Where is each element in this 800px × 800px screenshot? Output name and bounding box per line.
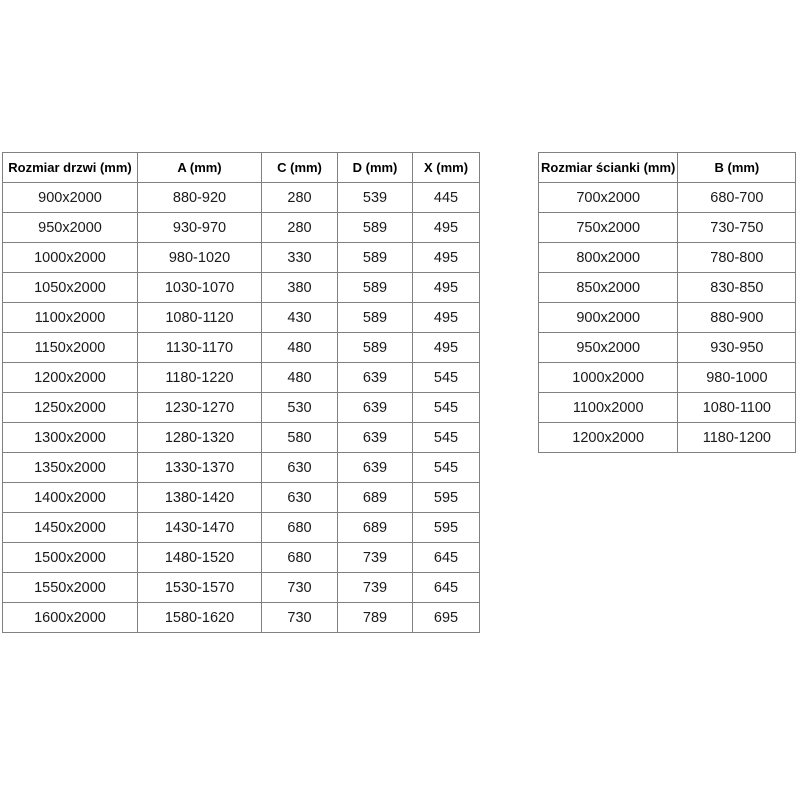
- table-cell: 1150x2000: [3, 333, 138, 363]
- table-cell: 645: [413, 543, 480, 573]
- table-cell: 1200x2000: [539, 423, 678, 453]
- doors-size-table: [2, 152, 480, 633]
- column-header: D (mm): [338, 153, 413, 183]
- table-cell: 1180-1220: [138, 363, 262, 393]
- table-cell: 1130-1170: [138, 333, 262, 363]
- table-cell: 1530-1570: [138, 573, 262, 603]
- table-cell: 639: [338, 453, 413, 483]
- table-cell: 950x2000: [539, 333, 678, 363]
- table-cell: 680-700: [678, 183, 796, 213]
- table-cell: 595: [413, 483, 480, 513]
- table-row: [3, 573, 480, 603]
- table-row: [539, 243, 796, 273]
- table-cell: 639: [338, 423, 413, 453]
- table-header-row: [3, 153, 480, 183]
- table-cell: 830-850: [678, 273, 796, 303]
- table-cell: 380: [262, 273, 338, 303]
- table-cell: 530: [262, 393, 338, 423]
- table-cell: 545: [413, 393, 480, 423]
- table-cell: 1080-1120: [138, 303, 262, 333]
- column-header: C (mm): [262, 153, 338, 183]
- table-row: [3, 333, 480, 363]
- table-cell: 1600x2000: [3, 603, 138, 633]
- table-row: [3, 543, 480, 573]
- table-row: [3, 273, 480, 303]
- table-cell: 930-950: [678, 333, 796, 363]
- table-cell: 850x2000: [539, 273, 678, 303]
- table-cell: 730: [262, 603, 338, 633]
- table-cell: 639: [338, 363, 413, 393]
- table-cell: 1100x2000: [3, 303, 138, 333]
- table-cell: 495: [413, 243, 480, 273]
- table-cell: 880-900: [678, 303, 796, 333]
- table-cell: 495: [413, 333, 480, 363]
- column-header: Rozmiar ścianki (mm): [539, 153, 678, 183]
- table-cell: 730: [262, 573, 338, 603]
- table-cell: 1080-1100: [678, 393, 796, 423]
- table-cell: 695: [413, 603, 480, 633]
- table-cell: 739: [338, 573, 413, 603]
- table-cell: 480: [262, 333, 338, 363]
- column-header: B (mm): [678, 153, 796, 183]
- table-cell: 1280-1320: [138, 423, 262, 453]
- table-cell: 1200x2000: [3, 363, 138, 393]
- table-cell: 589: [338, 243, 413, 273]
- table-cell: 1230-1270: [138, 393, 262, 423]
- table-cell: 645: [413, 573, 480, 603]
- table-cell: 1480-1520: [138, 543, 262, 573]
- table-cell: 1050x2000: [3, 273, 138, 303]
- table-cell: 789: [338, 603, 413, 633]
- table-cell: 780-800: [678, 243, 796, 273]
- walls-size-table: [538, 152, 796, 453]
- table-header-row: [539, 153, 796, 183]
- table-cell: 1000x2000: [539, 363, 678, 393]
- table-cell: 330: [262, 243, 338, 273]
- column-header: A (mm): [138, 153, 262, 183]
- table-cell: 630: [262, 453, 338, 483]
- table-cell: 580: [262, 423, 338, 453]
- table-cell: 980-1000: [678, 363, 796, 393]
- table-cell: 1330-1370: [138, 453, 262, 483]
- table-cell: 595: [413, 513, 480, 543]
- table-cell: 545: [413, 363, 480, 393]
- table-row: [539, 363, 796, 393]
- table-row: [539, 333, 796, 363]
- table-cell: 495: [413, 213, 480, 243]
- table-row: [3, 303, 480, 333]
- table-cell: 930-970: [138, 213, 262, 243]
- table-cell: 545: [413, 423, 480, 453]
- table-row: [539, 183, 796, 213]
- table-cell: 480: [262, 363, 338, 393]
- table-cell: 280: [262, 213, 338, 243]
- table-cell: 1300x2000: [3, 423, 138, 453]
- table-cell: 1350x2000: [3, 453, 138, 483]
- table-row: [3, 213, 480, 243]
- table-cell: 739: [338, 543, 413, 573]
- table-row: [3, 483, 480, 513]
- table-cell: 800x2000: [539, 243, 678, 273]
- table-cell: 539: [338, 183, 413, 213]
- table-row: [3, 363, 480, 393]
- table-cell: 445: [413, 183, 480, 213]
- table-row: [3, 453, 480, 483]
- table-cell: 430: [262, 303, 338, 333]
- table-cell: 280: [262, 183, 338, 213]
- table-row: [539, 303, 796, 333]
- table-cell: 1030-1070: [138, 273, 262, 303]
- table-row: [539, 273, 796, 303]
- table-cell: 589: [338, 333, 413, 363]
- table-row: [3, 423, 480, 453]
- table-cell: 639: [338, 393, 413, 423]
- table-cell: 700x2000: [539, 183, 678, 213]
- table-cell: 730-750: [678, 213, 796, 243]
- table-cell: 1380-1420: [138, 483, 262, 513]
- column-header: Rozmiar drzwi (mm): [3, 153, 138, 183]
- table-row: [3, 513, 480, 543]
- table-cell: 980-1020: [138, 243, 262, 273]
- table-cell: 495: [413, 273, 480, 303]
- table-cell: 900x2000: [3, 183, 138, 213]
- table-cell: 1550x2000: [3, 573, 138, 603]
- table-cell: 589: [338, 273, 413, 303]
- table-cell: 680: [262, 543, 338, 573]
- table-cell: 880-920: [138, 183, 262, 213]
- table-row: [539, 423, 796, 453]
- column-header: X (mm): [413, 153, 480, 183]
- table-cell: 1180-1200: [678, 423, 796, 453]
- table-cell: 750x2000: [539, 213, 678, 243]
- table-cell: 1450x2000: [3, 513, 138, 543]
- table-cell: 1500x2000: [3, 543, 138, 573]
- table-cell: 689: [338, 513, 413, 543]
- table-cell: 589: [338, 303, 413, 333]
- table-row: [3, 243, 480, 273]
- table-cell: 545: [413, 453, 480, 483]
- table-cell: 689: [338, 483, 413, 513]
- table-row: [3, 183, 480, 213]
- table-cell: 1250x2000: [3, 393, 138, 423]
- table-row: [539, 393, 796, 423]
- table-cell: 589: [338, 213, 413, 243]
- table-cell: 900x2000: [539, 303, 678, 333]
- table-cell: 1430-1470: [138, 513, 262, 543]
- table-row: [539, 213, 796, 243]
- table-cell: 950x2000: [3, 213, 138, 243]
- table-cell: 1400x2000: [3, 483, 138, 513]
- table-cell: 495: [413, 303, 480, 333]
- table-cell: 1100x2000: [539, 393, 678, 423]
- table-row: [3, 393, 480, 423]
- table-cell: 1000x2000: [3, 243, 138, 273]
- table-cell: 630: [262, 483, 338, 513]
- table-cell: 1580-1620: [138, 603, 262, 633]
- table-cell: 680: [262, 513, 338, 543]
- table-row: [3, 603, 480, 633]
